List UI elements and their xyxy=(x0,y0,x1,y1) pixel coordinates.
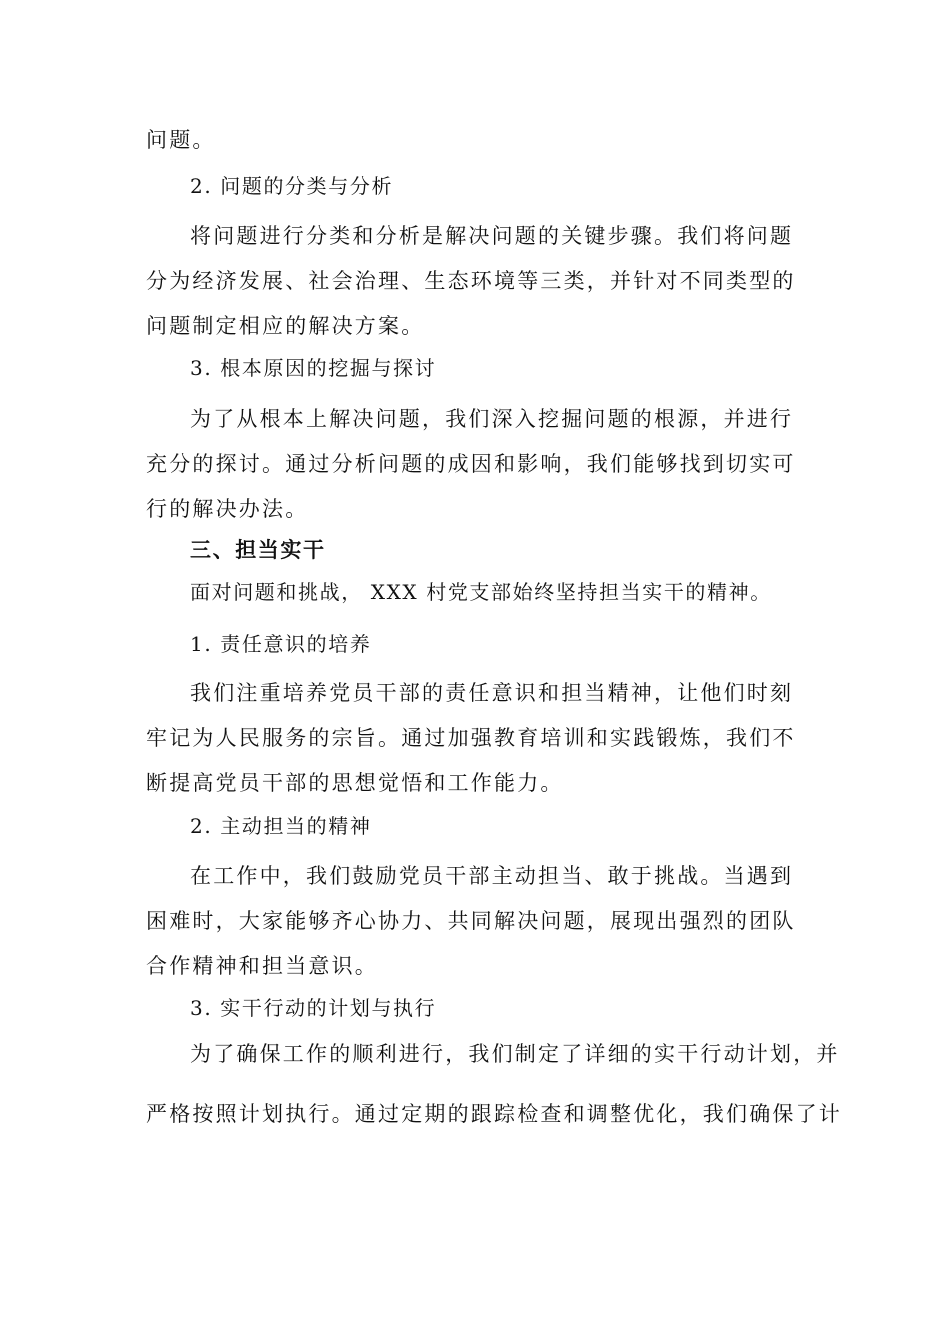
paragraph-classification: 将问题进行分类和分析是解决问题的关键步骤。我们将问题分为经济发展、社会治理、生态环境等三类，并针对不同类型的问题制定相应的解决方案。 xyxy=(146,224,796,338)
item-heading-action-plan: 3. 实干行动的计划与执行 xyxy=(190,996,437,1020)
item-heading-initiative: 2. 主动担当的精神 xyxy=(190,814,372,838)
paragraph-action-plan-line-1: 为了确保工作的顺利进行，我们制定了详细的实干行动计划，并 xyxy=(190,1042,840,1066)
paragraph-continuation: 问题。 xyxy=(146,128,216,152)
paragraph-section-intro: 面对问题和挑战， XXX 村党支部始终坚持担当实干的精神。 xyxy=(190,580,772,604)
paragraph-action-plan-line-2: 严格按照计划执行。通过定期的跟踪检查和调整优化，我们确保了计 xyxy=(146,1102,842,1126)
item-heading-classification: 2. 问题的分类与分析 xyxy=(190,174,394,198)
section-heading-dandang-shigan: 三、担当实干 xyxy=(190,537,326,562)
item-heading-root-cause: 3. 根本原因的挖掘与探讨 xyxy=(190,356,437,380)
paragraph-root-cause: 为了从根本上解决问题，我们深入挖掘问题的根源，并进行充分的探讨。通过分析问题的成因和影响，我们能够找到切实可行的解决办法。 xyxy=(146,407,796,521)
item-heading-responsibility: 1. 责任意识的培养 xyxy=(190,632,372,656)
paragraph-responsibility: 我们注重培养党员干部的责任意识和担当精神，让他们时刻牢记为人民服务的宗旨。通过加强教育培训和实践锻炼，我们不断提高党员干部的思想觉悟和工作能力。 xyxy=(146,681,796,795)
paragraph-initiative: 在工作中，我们鼓励党员干部主动担当、敢于挑战。当遇到困难时，大家能够齐心协力、共同解决问题，展现出强烈的团队合作精神和担当意识。 xyxy=(146,864,796,978)
